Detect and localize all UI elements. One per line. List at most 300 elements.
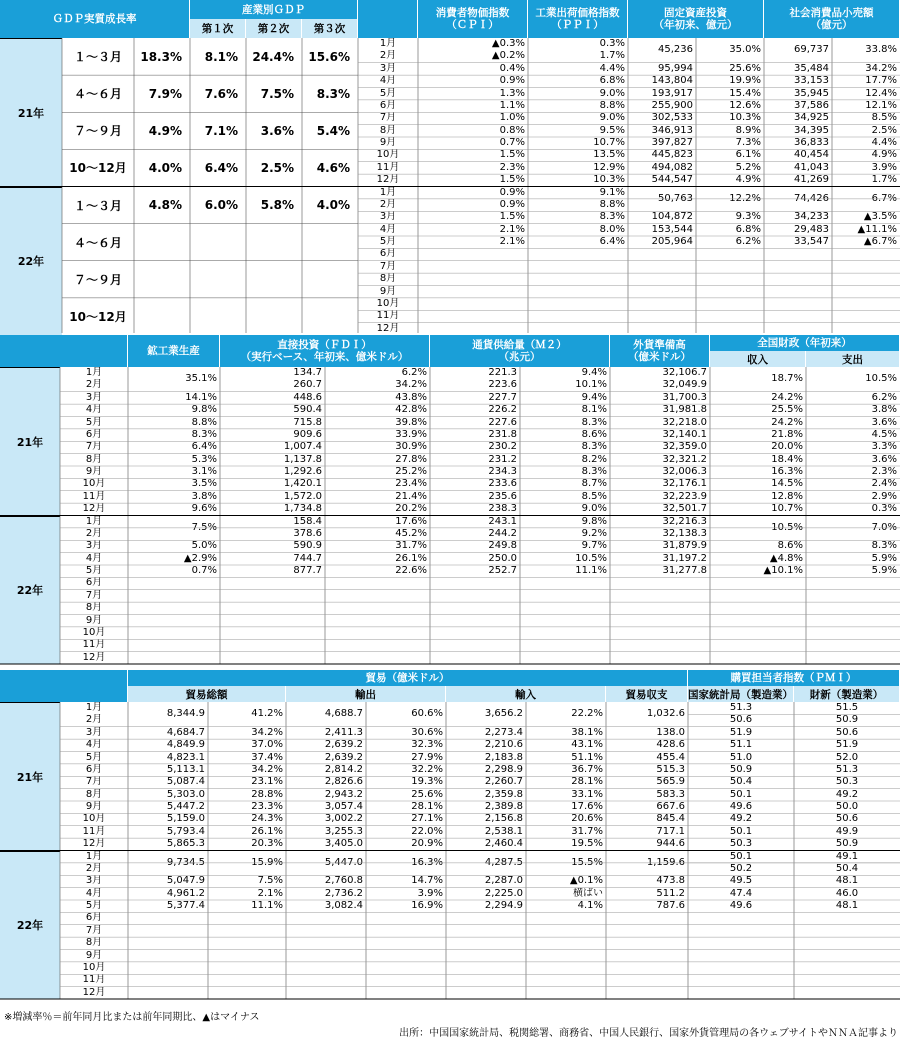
retail-growth: 12.1%	[865, 99, 897, 111]
ppi-value: 12.9%	[593, 161, 625, 173]
fx-reserves-value	[610, 615, 710, 627]
imports-growth	[526, 962, 606, 974]
cpi-value: ▲0.3%	[491, 38, 525, 49]
fx-reserves-value: 32,106.7	[662, 367, 707, 378]
fdi-growth: 20.2%	[395, 503, 427, 515]
month-label: 12月	[376, 174, 400, 186]
ppi-value: 4.4%	[599, 62, 625, 74]
fdi-value	[220, 652, 325, 664]
cpi-value: 2.3%	[499, 161, 525, 173]
month-label: 5月	[379, 236, 397, 247]
pmi-caixin-value: 50.0	[835, 801, 859, 812]
pmi-caixin-value: 50.9	[835, 838, 859, 850]
primary-industry-value: 7.1%	[204, 123, 238, 138]
trade-balance-header: 貿易収支	[606, 686, 688, 702]
trade-balance-value	[606, 950, 688, 962]
fx-reserves-value: 31,197.2	[662, 552, 707, 564]
fx-reserves-value: 32,501.7	[662, 503, 707, 515]
month-header-blank	[358, 0, 418, 38]
trade-total-growth	[208, 912, 286, 924]
month-label: 10月	[82, 813, 106, 825]
imports-value: 2,183.8	[484, 751, 523, 763]
m2-growth	[520, 627, 610, 639]
fdi-growth	[325, 652, 430, 664]
fiscal-revenue-value	[710, 602, 806, 614]
month-label: 2月	[85, 862, 103, 874]
ppi-value	[528, 261, 628, 273]
fiscal-revenue-value: 25.5%	[771, 404, 803, 416]
month-label: 8月	[85, 788, 103, 800]
fx-reserves-value: 31,981.8	[662, 404, 707, 416]
fai-growth: 9.3%	[735, 211, 761, 223]
fai-value: 544,547	[651, 174, 693, 186]
exports-growth: 28.1%	[411, 801, 443, 812]
tertiary-industry-value: 5.4%	[316, 123, 350, 138]
quarter-label: 10～12月	[69, 309, 127, 324]
imports-value: 2,225.0	[484, 887, 523, 899]
ppi-value	[528, 323, 628, 335]
pmi-caixin-value: 50.6	[835, 726, 859, 738]
trade-balance-value: 428.6	[656, 739, 685, 751]
fdi-growth	[325, 627, 430, 639]
pmi-caixin-value: 50.9	[835, 714, 859, 726]
fdi-growth: 31.7%	[395, 540, 427, 552]
fdi-value: 378.6	[293, 527, 322, 539]
ppi-value: 9.1%	[599, 186, 625, 198]
exports-value: 3,405.0	[324, 838, 363, 850]
m2-value: 234.3	[488, 466, 517, 477]
pmi-caixin-value	[794, 950, 900, 962]
m2-growth	[520, 590, 610, 602]
gdp-growth-value: 18.3%	[140, 49, 182, 64]
industrial-production-value	[128, 577, 220, 589]
fx-reserves-value: 31,700.3	[662, 391, 707, 403]
m2-value	[430, 627, 520, 639]
fai-growth: 5.2%	[735, 161, 761, 173]
cpi-value: 1.3%	[499, 87, 525, 99]
exports-growth: 20.9%	[411, 838, 443, 850]
m2-growth: 8.3%	[581, 466, 607, 477]
pmi-nbs-value: 50.1	[729, 825, 753, 837]
industrial-production-value: 3.1%	[191, 466, 217, 477]
fdi-growth: 25.2%	[395, 466, 427, 477]
trade-balance-value: 1,032.6	[646, 708, 685, 719]
tertiary-industry-value	[302, 298, 358, 335]
month-label: 6月	[85, 912, 103, 924]
exports-value: 3,057.4	[324, 801, 363, 812]
cpi-value	[418, 248, 528, 260]
m2-growth: 8.5%	[581, 490, 607, 502]
month-label: 8月	[85, 937, 103, 949]
m2-value: 243.1	[488, 515, 517, 527]
section-production-finance	[0, 335, 900, 668]
fdi-growth	[325, 590, 430, 602]
fdi-growth: 27.8%	[395, 453, 427, 465]
fiscal-revenue-value: 20.0%	[771, 441, 803, 453]
pmi-nbs-value	[688, 925, 794, 937]
m2-growth	[520, 652, 610, 664]
retail-growth: 4.4%	[871, 137, 897, 148]
exports-value: 5,447.0	[324, 856, 363, 868]
fai-value: 397,827	[651, 137, 693, 148]
imports-value: 2,389.8	[484, 801, 523, 812]
cpi-value	[418, 273, 528, 285]
pmi-nbs-value: 51.3	[729, 702, 753, 713]
ppi-value	[528, 298, 628, 310]
month-label: 10月	[82, 626, 106, 638]
imports-growth	[526, 974, 606, 986]
pmi-caixin-value: 51.5	[835, 702, 859, 713]
industry-sub-secondary: 第２次	[246, 19, 302, 38]
trade-total-growth	[208, 925, 286, 937]
month-label: 7月	[379, 260, 397, 272]
cpi-value: 2.1%	[499, 236, 525, 247]
m2-value: 252.7	[488, 565, 517, 576]
imports-growth: 31.7%	[571, 825, 603, 837]
fdi-growth: 6.2%	[401, 367, 427, 378]
trade-total-value: 4,849.9	[166, 739, 205, 751]
month-label: 4月	[379, 75, 397, 87]
imports-value: 2,287.0	[484, 875, 523, 887]
m2-value: 249.8	[488, 540, 517, 552]
quarter-label: １～３月	[73, 50, 122, 65]
fx-reserves-value: 32,049.9	[662, 379, 707, 391]
industrial-production-value	[128, 639, 220, 651]
cpi-value: 1.0%	[499, 112, 525, 124]
cpi-value	[418, 298, 528, 310]
secondary-industry-value: 7.5%	[260, 86, 294, 101]
exports-growth	[366, 962, 446, 974]
gdp-growth-value: 4.8%	[148, 198, 182, 213]
gdp-growth-value: 4.9%	[148, 123, 182, 138]
imports-value	[446, 937, 526, 949]
fiscal-revenue-value: 16.3%	[771, 466, 803, 477]
fdi-value	[220, 577, 325, 589]
month-label: 12月	[82, 503, 106, 515]
exports-growth: 25.6%	[411, 788, 443, 800]
exports-growth: 16.9%	[411, 900, 443, 911]
month-label: 11月	[376, 310, 400, 322]
trade-balance-value: 511.2	[656, 887, 685, 899]
section-trade-pmi	[0, 670, 900, 1003]
industrial-production-value: 3.8%	[191, 490, 217, 502]
year-label-22: 22年	[0, 516, 60, 665]
retail-growth	[832, 261, 900, 273]
pmi-caixin-value	[794, 987, 900, 999]
fiscal-revenue-value	[710, 627, 806, 639]
exports-value	[286, 925, 366, 937]
imports-growth: 横ばい	[573, 887, 603, 899]
trade-total-value: 5,047.9	[166, 875, 205, 887]
m2-header: 通貨供給量（Ｍ２） （兆元）	[430, 335, 610, 367]
primary-industry-value: 8.1%	[204, 49, 238, 64]
imports-growth	[526, 987, 606, 999]
month-label: 2月	[85, 714, 103, 726]
pmi-nbs-value: 50.4	[729, 776, 753, 788]
pmi-nbs-value	[688, 987, 794, 999]
fx-reserves-header: 外貨準備高 （億米ドル）	[610, 335, 710, 367]
month-label: 5月	[85, 900, 103, 911]
fai-growth	[696, 298, 764, 310]
pmi-caixin-value: 49.1	[835, 850, 859, 862]
imports-value	[446, 925, 526, 937]
exports-value	[286, 937, 366, 949]
retail-value	[764, 323, 832, 335]
fdi-value: 448.6	[293, 391, 322, 403]
m2-growth: 10.1%	[575, 379, 607, 391]
ppi-value: 10.7%	[593, 137, 625, 148]
trade-total-value	[128, 937, 208, 949]
cpi-value: ▲0.2%	[491, 50, 525, 62]
imports-header: 輸入	[446, 686, 606, 702]
industrial-production-value: 0.7%	[191, 565, 217, 576]
industry-sub-primary: 第１次	[190, 19, 246, 38]
month-label: 4月	[379, 223, 397, 235]
fdi-growth: 43.8%	[395, 391, 427, 403]
fai-growth	[696, 286, 764, 298]
pmi-caixin-value: 51.3	[835, 763, 859, 775]
fiscal-revenue-value	[710, 615, 806, 627]
quarter-label: 10～12月	[69, 161, 127, 176]
secondary-industry-value: 3.6%	[260, 123, 294, 138]
trade-total-value: 9,734.5	[166, 856, 205, 868]
pmi-header: 購買担当者指数（ＰＭＩ）	[688, 670, 900, 686]
ppi-value	[528, 310, 628, 322]
fai-value: 193,917	[651, 87, 693, 99]
retail-growth: 34.2%	[865, 62, 897, 74]
fiscal-expenditure-value: 3.8%	[871, 404, 897, 416]
pmi-caixin-value: 48.1	[835, 875, 859, 887]
pmi-nbs-value: 51.0	[729, 751, 753, 763]
fai-growth: 15.4%	[729, 87, 761, 99]
industrial-production-value: 8.8%	[191, 416, 217, 428]
m2-value	[430, 652, 520, 664]
exports-value: 2,826.6	[324, 776, 363, 788]
exports-growth	[366, 912, 446, 924]
fdi-growth: 21.4%	[395, 490, 427, 502]
pmi-caixin-value	[794, 974, 900, 986]
ppi-value: 8.3%	[599, 211, 625, 223]
fai-value	[628, 261, 696, 273]
ppi-value: 10.3%	[593, 174, 625, 186]
tertiary-industry-value: 4.6%	[316, 160, 350, 175]
ppi-value: 6.8%	[599, 75, 625, 87]
m2-value: 235.6	[488, 490, 517, 502]
footnote: ※増減率％＝前年同月比または前年同期比、▲はマイナス	[4, 1012, 260, 1023]
tertiary-industry-value	[302, 261, 358, 298]
month-label: 11月	[82, 825, 106, 837]
m2-value: 231.2	[488, 453, 517, 465]
retail-growth: 17.7%	[865, 75, 897, 87]
month-label: 3月	[379, 62, 397, 74]
retail-growth: 33.8%	[865, 44, 897, 55]
fdi-value: 1,137.8	[283, 453, 322, 465]
secondary-industry-value: 24.4%	[252, 49, 294, 64]
quarter-label: １～３月	[73, 198, 122, 213]
month-label: 3月	[85, 391, 103, 403]
imports-value: 2,294.9	[484, 900, 523, 911]
fdi-growth: 42.8%	[395, 404, 427, 416]
month-label: 10月	[376, 149, 400, 161]
retail-growth	[832, 286, 900, 298]
trade-total-value: 5,303.0	[166, 788, 205, 800]
m2-value: 221.3	[488, 367, 517, 378]
pmi-caixin-value	[794, 962, 900, 974]
month-label: 8月	[85, 453, 103, 465]
industrial-production-value: 9.8%	[191, 404, 217, 416]
retail-growth: 12.4%	[865, 87, 897, 99]
quarter-label: ４～６月	[73, 87, 122, 102]
fiscal-expenditure-value	[806, 627, 900, 639]
pmi-nbs-value: 49.5	[729, 875, 753, 887]
retail-growth	[832, 298, 900, 310]
trade-total-value: 4,823.1	[166, 751, 205, 763]
retail-value	[764, 248, 832, 260]
retail-value: 37,586	[794, 99, 829, 111]
retail-value: 35,945	[794, 87, 829, 99]
fdi-growth	[325, 577, 430, 589]
fdi-value: 1,420.1	[283, 478, 322, 490]
trade-balance-value	[606, 925, 688, 937]
gdp-growth-value: 4.0%	[148, 160, 182, 175]
m2-value	[430, 602, 520, 614]
trade-total-growth: 28.8%	[251, 788, 283, 800]
m2-growth: 9.4%	[581, 367, 607, 378]
exports-growth: 60.6%	[411, 708, 443, 719]
fiscal-expenditure-value: 3.3%	[871, 441, 897, 453]
month-label: 6月	[379, 248, 397, 260]
pmi-caixin-value	[794, 912, 900, 924]
fdi-value: 134.7	[293, 367, 322, 378]
trade-balance-value: 583.3	[656, 788, 685, 800]
fdi-value: 1,572.0	[283, 490, 322, 502]
month-label: 7月	[85, 924, 103, 936]
imports-value: 2,538.1	[484, 825, 523, 837]
fai-growth	[696, 323, 764, 335]
m2-growth: 8.1%	[581, 404, 607, 416]
fiscal-expenditure-value: 2.4%	[871, 478, 897, 490]
fai-value	[628, 248, 696, 260]
pmi-caixin-value: 50.4	[835, 862, 859, 874]
retail-growth: 4.9%	[871, 149, 897, 161]
trade-total-growth: 37.0%	[251, 739, 283, 751]
fai-growth: 6.8%	[735, 223, 761, 235]
imports-growth: 33.1%	[571, 788, 603, 800]
cpi-value	[418, 310, 528, 322]
fai-value: 205,964	[651, 236, 693, 247]
month-label: 1月	[85, 850, 103, 862]
trade-total-value: 5,113.1	[166, 763, 205, 775]
exports-value	[286, 962, 366, 974]
fai-value: 104,872	[651, 211, 693, 223]
month-label: 1月	[379, 38, 397, 49]
month-label: 8月	[379, 124, 397, 136]
month-label: 7月	[85, 441, 103, 453]
trade-total-value: 5,377.4	[166, 900, 205, 911]
trade-total-growth	[208, 962, 286, 974]
m2-growth: 8.3%	[581, 441, 607, 453]
trade-header: 貿易（億米ドル）	[128, 670, 688, 686]
fai-value	[628, 310, 696, 322]
m2-growth: 8.3%	[581, 416, 607, 428]
imports-value: 2,460.4	[484, 838, 523, 850]
m2-growth: 9.7%	[581, 540, 607, 552]
trade-total-growth: 34.2%	[251, 726, 283, 738]
fai-growth: 35.0%	[729, 44, 761, 55]
fdi-growth: 17.6%	[395, 515, 427, 527]
tertiary-industry-value	[302, 224, 358, 261]
retail-value: 74,426	[794, 192, 829, 204]
exports-growth	[366, 925, 446, 937]
fx-reserves-value	[610, 639, 710, 651]
secondary-industry-value: 2.5%	[260, 160, 294, 175]
imports-growth: 4.1%	[577, 900, 603, 911]
imports-growth: 19.5%	[571, 838, 603, 850]
imports-value: 2,156.8	[484, 813, 523, 825]
fiscal-expenditure-value	[806, 590, 900, 602]
fiscal-expenditure-value	[806, 652, 900, 664]
fdi-value: 744.7	[293, 552, 322, 564]
retail-growth	[832, 273, 900, 285]
imports-growth: 15.5%	[571, 856, 603, 868]
exports-growth: 14.7%	[411, 875, 443, 887]
trade-total-value: 5,793.4	[166, 825, 205, 837]
imports-value: 2,298.9	[484, 763, 523, 775]
fx-reserves-value: 32,138.3	[662, 527, 707, 539]
primary-industry-value	[190, 224, 246, 261]
fiscal-revenue-value: 24.2%	[771, 416, 803, 428]
m2-value: 227.6	[488, 416, 517, 428]
exports-growth	[366, 987, 446, 999]
fiscal-revenue-value: ▲4.8%	[769, 552, 803, 564]
month-label: 11月	[82, 974, 106, 986]
fiscal-expenditure-value: 5.9%	[871, 565, 897, 576]
retail-growth	[832, 248, 900, 260]
industrial-production-value: 5.0%	[191, 540, 217, 552]
fiscal-expenditure-value: 4.5%	[871, 428, 897, 440]
imports-value: 2,359.8	[484, 788, 523, 800]
fai-growth	[696, 273, 764, 285]
month-label: 12月	[82, 838, 106, 850]
exports-value	[286, 987, 366, 999]
imports-value: 4,287.5	[484, 856, 523, 868]
fiscal-expenditure-value	[806, 602, 900, 614]
fx-reserves-value	[610, 590, 710, 602]
retail-value: 33,547	[794, 236, 829, 247]
fiscal-expenditure-value	[806, 639, 900, 651]
pmi-caixin-value	[794, 937, 900, 949]
exports-value: 2,639.2	[324, 739, 363, 751]
exports-header: 輸出	[286, 686, 446, 702]
month-label: 7月	[85, 776, 103, 788]
trade-balance-value: 1,159.6	[646, 856, 685, 868]
trade-total-value: 5,865.3	[166, 838, 205, 850]
fdi-growth: 30.9%	[395, 441, 427, 453]
fiscal-expenditure-value: 8.3%	[871, 540, 897, 552]
cpi-value: 0.9%	[499, 186, 525, 198]
trade-total-growth: 23.3%	[251, 801, 283, 812]
trade-total-growth	[208, 974, 286, 986]
cpi-value: 1.5%	[499, 149, 525, 161]
exports-value: 2,943.2	[324, 788, 363, 800]
pmi-nbs-value	[688, 950, 794, 962]
fx-reserves-value	[610, 577, 710, 589]
fiscal-expenditure-value: 2.3%	[871, 466, 897, 477]
fai-value: 50,763	[658, 192, 693, 204]
ppi-value: 8.8%	[599, 198, 625, 210]
month-label: 8月	[85, 602, 103, 614]
exports-value: 3,002.2	[324, 813, 363, 825]
